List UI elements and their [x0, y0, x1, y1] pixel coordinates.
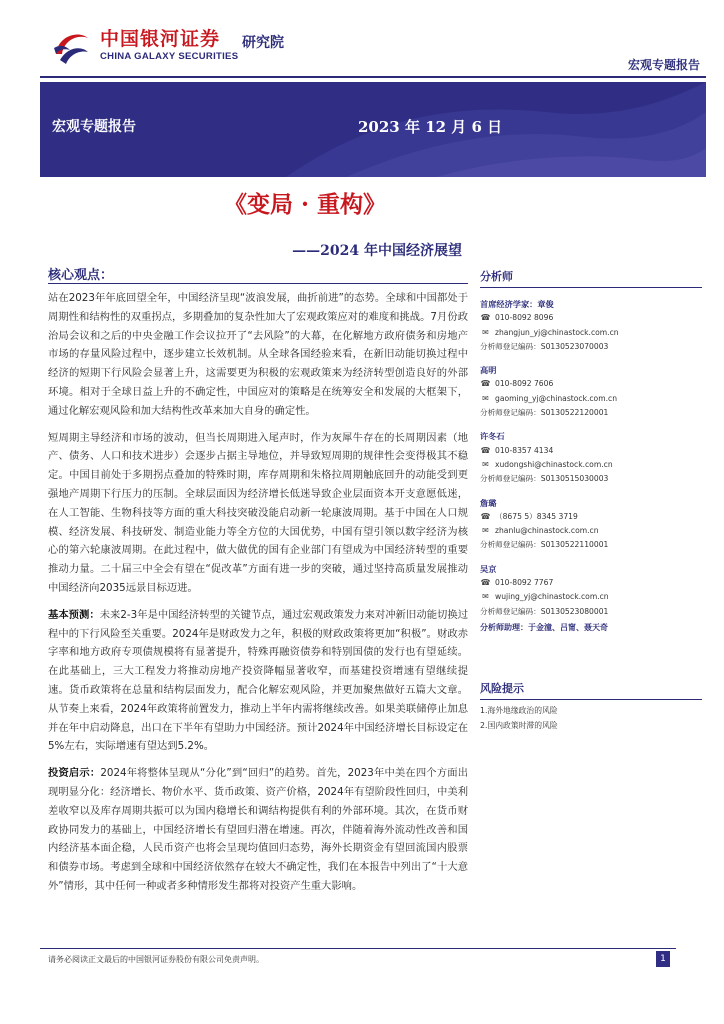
paragraph-text: 未来2-3年是中国经济转型的关键节点，通过宏观政策发力来对冲新旧动能切换过程中的下行风险至关重要。2024年是财政发力之年，积极的财政政策将更加“积极”。财政赤字率和地方政府专项债规模将有显著提升，特殊再融资债券和特别国债的发行也有望延续。在此基础上，三大工程发力将推动房地产投资降幅显著收窄，而基建投资增速有望继续提速。货币政策将在总量和结构层面发力，配合化解宏观风险，并更加聚焦做好五篇大文章。从节奏上来看，2024年政策将前置发力，推动上半年内需将继续改善。如果美联储停止加息并在年中启动降息，出口在下半年有望助力中国经济。预计2024年中国经济增长目标设定在5%左右，实际增速有望达到5.2%。: [48, 608, 469, 753]
brand-name-cn: 中国银河证券: [100, 28, 221, 50]
risk-list: [480, 703, 702, 733]
analyst-email[interactable]: wujing_yj@chinastock.com.cn: [495, 592, 609, 602]
report-subtitle: ——2024 年中国经济展望: [292, 243, 462, 259]
risk-heading: 风险提示: [480, 680, 702, 700]
core-views-body: [48, 289, 468, 904]
analyst-cert: 分析师登记编码：S0130522120001: [480, 408, 609, 418]
header-report-label: 宏观专题报告: [627, 58, 700, 72]
analyst-email-row: [480, 590, 702, 604]
analyst-cert: 分析师登记编码：S0130515030003: [480, 474, 609, 484]
analyst-card: [480, 496, 702, 553]
analyst-name: 高明: [480, 365, 497, 376]
analyst-card: [480, 429, 702, 486]
analyst-email[interactable]: gaoming_yj@chinastock.com.cn: [495, 393, 618, 403]
phone-icon: ☎: [480, 511, 491, 521]
analyst-email-row: [480, 392, 702, 406]
analyst-cert: 分析师登记编码：S0130523080001: [480, 606, 609, 616]
analyst-email[interactable]: zhanlu@chinastock.com.cn: [495, 526, 599, 536]
analyst-email[interactable]: xudongshi@chinastock.com.cn: [495, 459, 613, 469]
report-date: 2023 年 12 月 6 日: [358, 118, 503, 136]
email-icon: ✉: [482, 526, 489, 536]
analyst-cert: 分析师登记编码：S0130523070003: [480, 341, 609, 351]
header-divider: [40, 76, 706, 78]
analyst-phone: 010-8092 7767: [495, 578, 554, 588]
risk-panel: [480, 680, 702, 733]
paragraph-text: 2024年将整体呈现从“分化”到“回归”的趋势。首先，2023年中美在四个方面出现明显分化：经济增长、物价水平、货币政策、资产价格，2024年有望阶段性回归，中美利差收窄以及库存周期共振可以为国内稳增长和调结构提供有利的外部环境。其次，在货币财政协同发力的基础上，中国经济增长有望回归潜在增速。再次，伴随着海外流动性改善和国内经济基本面企稳，人民币资产也将会呈现均值回归态势，海外长期资金有望回流国内股票和债券市场。考虑到全球和中国经济依然存在较大不确定性，我们在本报告中列出了“十大意外”情形，其中任何一种或者多种情形发生都将对投资产生重大影响。: [48, 767, 469, 892]
brand-name-en: CHINA GALAXY SECURITIES: [100, 51, 239, 62]
banner: [40, 82, 706, 177]
email-icon: ✉: [482, 327, 489, 337]
analyst-phone-row: [480, 444, 702, 458]
analysts-panel: [480, 268, 702, 619]
analyst-name: 詹璐: [480, 497, 497, 508]
risk-item: 1.海外地缘政治的风险: [480, 706, 558, 715]
galaxy-logo-icon: [48, 24, 94, 70]
report-title: 《变局 · 重构》: [223, 191, 387, 218]
analyst-phone-row: [480, 377, 702, 391]
analyst-phone: （8675 5）8345 3719: [495, 511, 578, 521]
assistants-names: 于金潼、吕甯、聂天奇: [528, 623, 608, 632]
analyst-phone: 010-8357 4134: [495, 445, 554, 455]
analysts-heading: 分析师: [480, 268, 702, 288]
analyst-card: [480, 297, 702, 354]
paragraph: [48, 429, 468, 598]
assistants-label: 分析师助理：: [480, 623, 528, 632]
paragraph-lead: 基本预测：: [48, 608, 100, 621]
analyst-card: [480, 363, 702, 420]
analyst-name: 许冬石: [480, 431, 505, 442]
analyst-name: 吴京: [480, 563, 497, 574]
email-icon: ✉: [482, 592, 489, 602]
analyst-phone-row: [480, 576, 702, 590]
analyst-email[interactable]: zhangjun_yj@chinastock.com.cn: [495, 327, 619, 337]
paragraph-text: 短周期主导经济和市场的波动，但当长周期进入尾声时，作为灰犀牛存在的长周期因素（地产、债务、人口和技术进步）会逐步占据主导地位，并导致短周期的规律性会变得极其不稳定。中国目前处于多期拐点叠加的特殊时期，库存周期和朱格拉周期触底回升的动能受到更强地产周期下行压力的压制。全球层面因为经济增长低迷导致企业层面资本开支意愿低迷，在人工智能、生物科技等方面的重大科技突破没能启动新一轮康波周期。基于中国在人口规模、经济发展、科技研发、制造业能力等全方位的大国优势，中国有望引领以数字经济为核心的第六轮康波周期。在此过程中，做大做优的国有企业部门有望成为中国经济转型的重要推动力量。二十届三中全会有望在“促改革”方面有进一步的突破，通过坚持高质量发展推动中国经济向2035远景目标迈进。: [48, 431, 468, 594]
paragraph: [48, 764, 468, 896]
page-number: 1: [656, 951, 670, 967]
email-icon: ✉: [482, 459, 489, 469]
analyst-phone-row: [480, 510, 702, 524]
banner-report-type: 宏观专题报告: [52, 119, 136, 135]
email-icon: ✉: [482, 393, 489, 403]
paragraph: [48, 606, 468, 756]
analyst-phone-row: [480, 311, 702, 325]
analyst-email-row: [480, 326, 702, 340]
analyst-email-row: [480, 524, 702, 538]
analyst-name: 首席经济学家：章俊: [480, 299, 554, 309]
analyst-email-row: [480, 458, 702, 472]
core-views-heading: 核心观点：: [48, 268, 114, 283]
analyst-card: [480, 562, 702, 619]
analyst-cert: 分析师登记编码：S0130522110001: [480, 540, 609, 550]
footer-divider: [40, 948, 676, 949]
analyst-phone: 010-8092 8096: [495, 313, 554, 323]
paragraph-text: 站在2023年年底回望全年，中国经济呈现“波浪发展，曲折前进”的态势。全球和中国都处于周期性和结构性的双重拐点，多期叠加的复杂性加大了宏观政策应对的难度和挑战。7月份政治局会议和之后的中央金融工作会议拉开了“去风险”的大幕，在化解地方政府债务和房地产市场的存量风险过程中，逐步建立长效机制。从全球各国经验来看，在新旧动能切换过程中经济的短期下行风险会显著上升，这需要更为积极的宏观政策来为经济转型创造良好的外部环境。相对于全球日益上升的不确定性，中国应对的策略是在统筹安全和发展的大框架下，通过化解宏观风险和加大结构性改革来加大自身的确定性。: [48, 292, 468, 417]
brand-institute: 研究院: [242, 35, 284, 51]
analyst-phone: 010-8092 7606: [495, 379, 554, 389]
phone-icon: ☎: [480, 313, 491, 323]
phone-icon: ☎: [480, 379, 491, 389]
disclaimer: 请务必阅读正文最后的中国银河证券股份有限公司免责声明。: [48, 955, 264, 964]
core-views-divider: [48, 283, 468, 284]
paragraph: [48, 289, 468, 421]
phone-icon: ☎: [480, 445, 491, 455]
phone-icon: ☎: [480, 578, 491, 588]
paragraph-lead: 投资启示：: [48, 767, 101, 780]
risk-item: 2.国内政策时滞的风险: [480, 721, 558, 730]
analyst-assistants: [480, 622, 608, 633]
